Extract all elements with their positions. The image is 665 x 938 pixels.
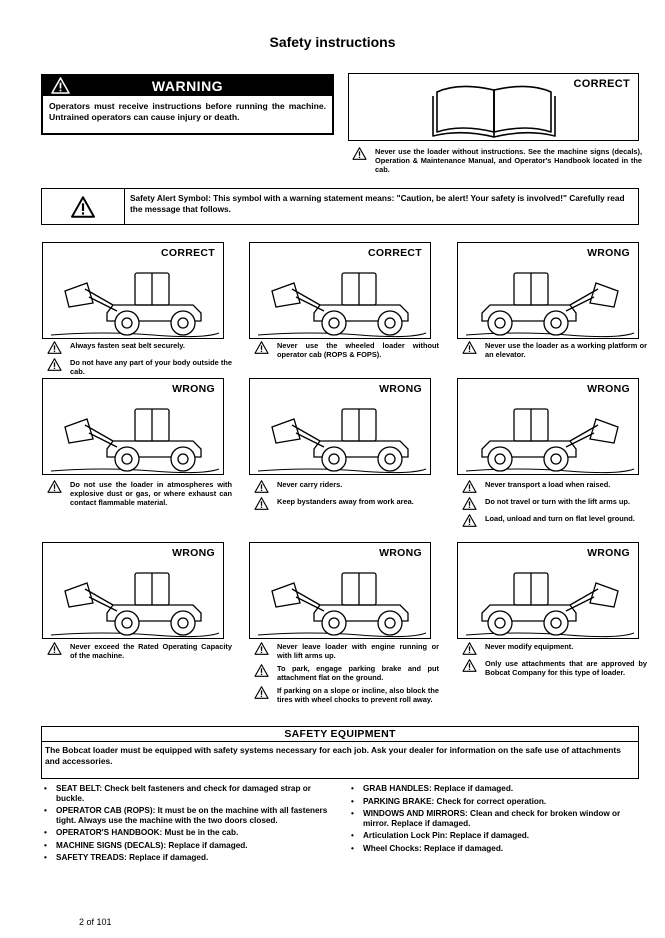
list-item (462, 497, 647, 510)
list-item: • GRAB HANDLES: Replace if damaged. (349, 784, 641, 794)
list-item: • MACHINE SIGNS (DECALS): Replace if damaged. (42, 841, 334, 851)
panel-note-text: Only use attachments that are approved by Bobcat Company for this type of loader. (485, 659, 647, 677)
list-item (462, 514, 647, 527)
list-item (47, 341, 232, 354)
list-item: • Wheel Chocks: Replace if damaged. (349, 844, 641, 854)
panel-note-text: Load, unload and turn on flat level ground. (485, 514, 635, 523)
list-item (462, 480, 647, 493)
panel-notes (462, 642, 647, 681)
list-item (254, 686, 439, 704)
illustration-panel (249, 542, 431, 639)
panel-note-text: Never use the wheeled loader without operator cab (ROPS & FOPS). (277, 341, 439, 359)
panel-note-text: Never carry riders. (277, 480, 343, 489)
panel-note-text: Never exceed the Rated Operating Capacity of the machine. (70, 642, 232, 660)
safety-alert-symbol-box (41, 188, 639, 225)
alert-triangle-icon (462, 341, 477, 354)
panel-label: WRONG (587, 383, 630, 395)
panel-note-text: To park, engage parking brake and put attachment flat on the ground. (277, 664, 439, 682)
list-item (254, 341, 439, 359)
list-item (254, 497, 439, 510)
panel-note-text: Keep bystanders away from work area. (277, 497, 414, 506)
safety-alert-text: Safety Alert Symbol: This symbol with a warning statement means: "Caution, be alert! Your safety is involved!" Carefully read the message that follows. (130, 193, 625, 214)
safety-equipment-heading: SAFETY EQUIPMENT (42, 727, 638, 742)
panel-notes (254, 480, 439, 514)
list-item: • PARKING BRAKE: Check for correct operation. (349, 797, 641, 807)
list-item (47, 642, 232, 660)
illustration-panel (457, 242, 639, 339)
equipment-list-right (349, 784, 641, 856)
panel-label: WRONG (587, 547, 630, 559)
alert-triangle-icon (254, 480, 269, 493)
warning-heading: WARNING (151, 78, 224, 94)
alert-triangle-icon (47, 341, 62, 354)
alert-triangle-icon (254, 642, 269, 655)
panel-notes (47, 341, 232, 380)
list-item (462, 642, 647, 655)
alert-triangle-icon (254, 664, 269, 677)
list-item (254, 664, 439, 682)
list-item: • WINDOWS AND MIRRORS: Clean and check for broken window or mirror. Replace if damaged. (349, 809, 641, 828)
panel-note-text: Never transport a load when raised. (485, 480, 611, 489)
illustration-panel (249, 378, 431, 475)
panel-label: WRONG (379, 383, 422, 395)
panel-notes (47, 642, 232, 664)
panel-label: WRONG (587, 247, 630, 259)
alert-triangle-icon (254, 341, 269, 354)
panel-note-text: Never leave loader with engine running or with lift arms up. (277, 642, 439, 660)
alert-triangle-icon (462, 659, 477, 672)
alert-triangle-icon (462, 497, 477, 510)
list-item: • Articulation Lock Pin: Replace if damaged. (349, 831, 641, 841)
list-item (254, 480, 439, 493)
illustration-panel (42, 542, 224, 639)
list-item (462, 659, 647, 677)
panel-note-text: Never use the loader as a working platform or an elevator. (485, 341, 647, 359)
panel-note-text: Do not use the loader in atmospheres with explosive dust or gas, or where exhaust can contact flammable material. (70, 480, 232, 507)
alert-triangle-icon (70, 196, 96, 218)
page-title: Safety instructions (269, 34, 396, 50)
list-item: • SEAT BELT: Check belt fasteners and check for damaged strap or buckle. (42, 784, 334, 803)
warning-header (43, 76, 332, 96)
panel-note-text: Do not have any part of your body outside the cab. (70, 358, 232, 376)
panel-label: WRONG (172, 383, 215, 395)
warning-text: Operators must receive instructions before running the machine. Untrained operators can cause injury or death. (49, 101, 326, 122)
alert-triangle-icon (254, 686, 269, 699)
list-item (47, 358, 232, 376)
panel-notes (254, 341, 439, 363)
list-item: • SAFETY TREADS: Replace if damaged. (42, 853, 334, 863)
illustration-panel (457, 378, 639, 475)
list-item (254, 642, 439, 660)
list-item: • OPERATOR CAB (ROPS): It must be on the machine with all fasteners tight. Always use the machine with the two doors closed. (42, 806, 334, 825)
manual-panel (348, 73, 639, 141)
alert-triangle-icon (462, 480, 477, 493)
panel-note-text: If parking on a slope or incline, also block the tires with wheel chocks to prevent roll away. (277, 686, 439, 704)
list-item (462, 341, 647, 359)
warning-box (41, 74, 334, 135)
page-number: 2 of 101 (79, 917, 112, 927)
manual-note-text: Never use the loader without instructions. See the machine signs (decals), Operation & Maintenance Manual, and Operator's Handbook located in the cab. (375, 147, 642, 174)
panel-note-text: Never modify equipment. (485, 642, 574, 651)
safety-equipment-intro: The Bobcat loader must be equipped with safety systems necessary for each job. Ask your dealer for information on the safe use of attachments and accessories. (45, 745, 621, 766)
panel-label: CORRECT (367, 247, 422, 259)
illustration-panel (42, 242, 224, 339)
manual-label: CORRECT (573, 78, 630, 90)
manual-note (352, 147, 642, 178)
alert-triangle-icon (47, 358, 62, 371)
panel-label: WRONG (379, 547, 422, 559)
equipment-list-left (42, 784, 334, 866)
alert-triangle-icon (254, 497, 269, 510)
safety-equipment-box (41, 726, 639, 779)
panel-notes (462, 341, 647, 363)
alert-triangle-icon (47, 642, 62, 655)
panel-notes (47, 480, 232, 511)
panel-note-text: Do not travel or turn with the lift arms up. (485, 497, 630, 506)
illustration-panel (249, 242, 431, 339)
illustration-panel (457, 542, 639, 639)
alert-triangle-icon (462, 642, 477, 655)
panel-label: CORRECT (160, 247, 215, 259)
panel-note-text: Always fasten seat belt securely. (70, 341, 185, 350)
panel-notes (254, 642, 439, 708)
alert-triangle-icon (352, 147, 367, 160)
list-item (47, 480, 232, 507)
panel-label: WRONG (172, 547, 215, 559)
alert-triangle-icon (47, 480, 62, 493)
illustration-panel (42, 378, 224, 475)
alert-triangle-icon (462, 514, 477, 527)
panel-notes (462, 480, 647, 531)
list-item: • OPERATOR'S HANDBOOK: Must be in the cab. (42, 828, 334, 838)
